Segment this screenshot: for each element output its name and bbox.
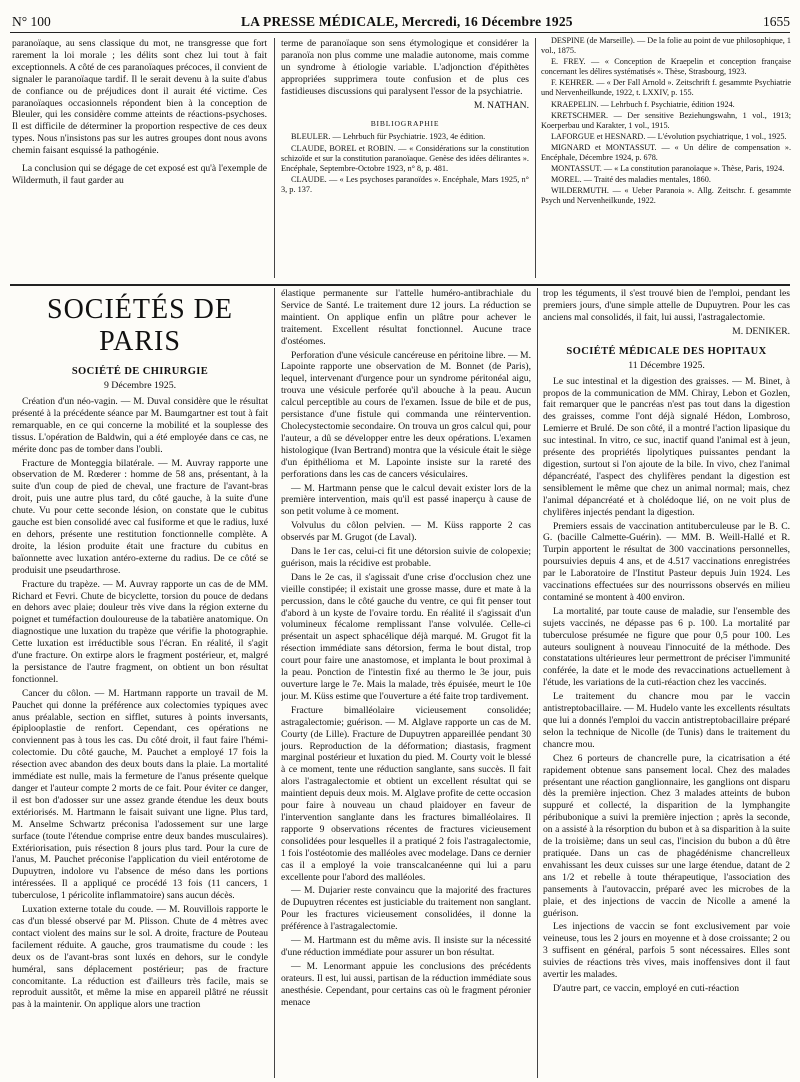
header-rule [10,32,790,33]
bibliography-entry: CLAUDE, BOREL et ROBIN. — « Considérations sur la constitution schizoïde et sur la constitution paranoïaque. Genèse des idées délirantes ». Encéphale, Septembre-Octobre 1923, n° 8, p. 481. [281,143,529,174]
paragraph: Fracture du trapèze. — M. Auvray rapporte un cas de de MM. Richard et Fevri. Chute de bicyclette, torsion du pouce de dedans en dehors avec plaie; douleur très vive dans la région externe du poignet et tuméfaction douloureuse de la tabatière anatomique. On diagnostique une luxation du trapèze que vérifie la photographie. Cette luxation est irréductible sous l'écran. En réalité, il s'agit d'une fracture. On extirpe alors le fragment postérieur, et, malgré la persistance de l'autre fragment, on obtient un bon résultat fonctionnel. [12,578,268,685]
section-rule [10,284,790,286]
column-divider [274,288,275,1078]
paragraph: — M. Hartmann est du même avis. Il insiste sur la nécessité d'une réduction immédiate pour assurer un bon résultat. [281,935,531,958]
section-title: SOCIÉTÉS DE PARIS [47,294,233,357]
paragraph: Fracture de Monteggia bilatérale. — M. Auvray rapporte une observation de M. Rœderer : homme de 58 ans, présentant, à la suite d'un coup de pied de cheval, une fracture de l'avant-bras droit, puis une autre plus tard, du côté gauche, à la suite d'une chute. Vu pour cette seconde lésion, on constate que le cubitus gauche est bien consolidé avec cal fusiforme et que le radius, luxé en dehors, présente une restitution fonctionnelle complète. A droite, la lésion produite était une fracture du cubitus en baïonnette avec luxation antéro-externe du radius. De ce côté se produisit une pseudarthrose. [12,457,268,576]
paragraph: Le traitement du chancre mou par le vaccin antistreptobacillaire. — M. Hudelo vante les excellents résultats que lui a donnés l'emploi du vaccin antistreptobacillaire préparé selon la technique de Nicolle (de Tunis) dans le traitement du chancre mou. [543,691,790,750]
paragraph: Fracture bimalléolaire vicieusement consolidée; astragalectomie; guérison. — M. Alglave rapporte un cas de M. Courty (de Lille). Fracture de Dupuytren appareillée pendant 30 jours. Reproduction de la déformation; diastasis, fragment marginal postérieur et luxation du pied. M. Courty voit le blessé à ce moment, tente une réduction sanglante, sans succès. Il fait alors l'astragalectomie et obtient un excellent résultat qui se maintient depuis deux mois. M. Alglave profite de cette occasion pour faire à nouveau un chaud plaidoyer en faveur de l'intervention sanglante dans les fractures bimalléolaires. Il rapporte 9 observations récentes de fractures vicieusement consolidées pour lesquelles il a pratiqué 2 fois l'astragalectomie, 1 fois l'ostéotomie des malléoles avec modelage. Dans ce dernier cas il a employé la voie transcalcanéenne qui lui a paru excellente pour l'abord des malléoles. [281,704,531,883]
bibliography-entry: LAFORGUE et HESNARD. — L'évolution psychiatrique, 1 vol., 1925. [551,131,787,141]
bottom-column-3 [543,288,790,1078]
column-divider [535,38,536,278]
paragraph: Premiers essais de vaccination antituberculeuse par le B. C. G. (bacille Calmette-Guérin). — MM. B. Weill-Hallé et R. Turpin apportent le résultat de 300 vaccinations personnelles, poursuivies depuis 4 ans, et de 4.517 vaccinations enregistrées par le Laboratoire de l'Institut Pasteur depuis Juin 1924. Les vaccinations effectuées sur des nourrissons observés en milieu contaminé se montent à 400 environ. [543,520,790,603]
paragraph: — M. Lenormant appuie les conclusions des précédents orateurs. Il est, lui aussi, partisan de la réduction immédiate sous anesthésie. Cependant, pour certains cas où le fragment péronier menace [281,960,531,1008]
top-column-3 [541,36,791,280]
paragraph: — M. Hartmann pense que le calcul devait exister lors de la première intervention, mais qu'il est passé inaperçu à cause de son petit volume à ce moment. [281,482,531,518]
bibliography-entry: WILDERMUTH. — « Ueber Paranoia ». Allg. Zeitschr. f. gesammte Psych und Nervenheilkunde, 1922. [541,186,791,206]
paragraph: élastique permanente sur l'attelle huméro-antibrachiale du Service de Santé. Le traitement dure 12 jours. La réduction se maintient. On applique enfin un plâtre pour achever le traitement. Excellent résultat fonctionnel. Aucune trace d'ostéomes. [281,288,531,347]
paragraph: paranoïaque, au sens classique du mot, ne transgresse que fort rarement la loi morale ; les délits sont chez lui tout à fait exceptionnels. A côté de ces paranoïaques précoces, il convient de signaler le paranoïaque tardif. Il le serait devenu à la suite d'abus de confiance ou de préjudices dont il aurait été victime. Ces paranoïaques occasionnels répondent bien à la conception de Bleuler, qui les considère comme atteints de réactions-psychoses. Il est difficile de déterminer la proportion respective de ces deux types. Nous n'insistons pas sur les autres groupes dont nous avons chemin faisant esquissé la pathogénie. [12,38,267,157]
paragraph: Les injections de vaccin se font exclusivement par voie veineuse, tous les 2 jours en moyenne et à dose croissante; 2 ou 3 suffisent en général, parfois 5 sont nécessaires. Elles sont suivies de réactions très vives, mais inoffensives dont il faut avertir les malades. [543,921,790,981]
paragraph: terme de paranoïaque son sens étymologique et considérer la paranoïa non plus comme une maladie autonome, mais comme un syndrome à étiologie variable. L'adjonction d'épithètes appropriées supprimera toute confusion et de plus ces fastidieuses discussions qui paralysent l'essor de la psychiatrie. [281,38,529,97]
bottom-column-1 [12,288,268,1078]
paragraph: Cancer du côlon. — M. Hartmann rapporte un travail de M. Pauchet qui donne la préférence aux colectomies typiques avec anus préalable, section en sifflet, sutures à points inversants, épiplooplastie de renfort. Cependant, ces opérations ne conviennent pas à tous les cas. Du côté droit, il faut faire l'hémi-colectomie. Du côté gauche, M. Pauchet a employé 17 fois la résection avec abandon des deux bouts dans la plaie. La mortalité immédiate est nulle, mais la fermeture de l'anus présente quelque danger et l'auteur compte 2 morts de ce fait. Pour éviter ce danger, il est bon d'adosser sur une assez grande étendue les deux bouts extériorisés. M. Hartmann le faisait suivant une ligne. Plus tard, M. Anselme Schwartz préconisa l'adossement sur une large surface (toute l'étendue comprise entre deux bandes musculaires). Extériorisation, puis résection 8 jours plus tard. Pour la cure de l'anus, M. Pauchet préconise l'application du vieil entérotome de Dupuytren, indolore vu l'absence de méso dans les portions intéressées. Il a appliqué ce procédé 13 fois (11 cancers, 1 tuberculose, 1 péricolite inflammatoire) sans aucun décès. [12,687,268,902]
bibliography-entry: F. KEHRER. — « Der Fall Arnold ». Zeitschrift f. gesammte Psychiatrie und Nervenheilkunde, 1922, t. LXXIV, p. 155. [541,78,791,98]
page-header [12,6,790,30]
session-date: 11 Décembre 1925. [628,359,705,371]
bibliography-entry: KRAEPELIN. — Lehrbuch f. Psychiatrie, édition 1924. [551,99,735,109]
page-number: 1655 [763,14,790,29]
paragraph: Perforation d'une vésicule cancéreuse en péritoine libre. — M. Lapointe rapporte une observation de M. Bonnet (de Paris), lequel, intervenant d'urgence pour un syndrome péritonéal aigu, trouva une vésicule perforée qu'il abouche à la peau. Aucun calcul perceptible au cours de l'examen. Issue de bile et de pus, persistance d'une fistule qui commanda une réintervention. Cholecystectomie secondaire. On trouva un gros calcul qui, pour l'auteur, a dû se développer entre les deux opérations. L'examen histologique (Ivan Bertrand) montra que la vésicule était le siège d'un épithélioma et M. Lapointe insiste sur la rareté des perforations dans les cas de cancers vésiculaires. [281,349,531,480]
paragraph: Le suc intestinal et la digestion des graisses. — M. Binet, à propos de la communication de MM. Chiray, Lebon et Gozlen, fait remarquer que le pancréas n'est pas tout dans la digestion des graisses, comme l'ont déjà signalé Hédon, Lombroso, Lemierre et Brulé. De son côté, il a montré l'action lipasique du suc intestinal. In vitro, ce suc, inactif quand l'animal est à jeun, présente des propriétés lipolytiques puissantes pendant la digestion, surtout si l'on ajoute de la bile. In vivo, chez l'animal dépancréaté, l'aspect des chylifères pendant la digestion est sensiblement le même que chez un animal normal; mais, chez l'animal dépancréaté et à cholédoque lié, on ne voit plus de chylifères injectés pendant la digestion. [543,375,790,518]
journal-title: LA PRESSE MÉDICALE, Mercredi, 16 Décembre 1925 [241,14,573,29]
bibliography-entry: KRETSCHMER. — Der sensitive Beziehungswahn, 1 vol., 1913; Koerperbau und Karakter, 1 vol., 1915. [541,110,791,130]
paragraph: D'autre part, ce vaccin, employé en cuti-réaction [553,982,740,994]
paragraph: — M. Dujarier reste convaincu que la majorité des fractures de Dupuytren récentes est justiciable du traitement non sanglant. Pour les fractures vicieusement consolidées, il donne la préférence à l'astragalectomie. [281,885,531,933]
session-date: 9 Décembre 1925. [103,380,177,391]
bibliography-entry: E. FREY. — « Conception de Kraepelin et conception française concernant les délires systématisés ». Thèse, Strasbourg, 1923. [541,57,791,77]
paragraph: La conclusion qui se dégage de cet exposé est qu'à l'exemple de Wildermuth, il faut garder au [12,163,267,186]
bibliography-entry: DESPINE (de Marseille). — De la folie au point de vue philosophique, 1 vol., 1875. [541,36,791,56]
bibliography-entry: MONTASSUT. — « La constitution paranoïaque ». Thèse, Paris, 1924. [551,164,785,174]
top-column-1 [12,38,267,278]
bibliography-entry: CLAUDE. — « Les psychoses paranoïdes ». Encéphale, Mars 1925, n° 3, p. 137. [281,175,529,195]
paragraph: Création d'un néo-vagin. — M. Duval considère que le résultat présenté à la précédente séance par M. Baumgartner est tout à fait remarquable, en ce qui concerne la mobilité et la souplesse des tissus. L'opération de Baldwin, qui a été employée dans ce cas, ne mérite donc pas de tomber dans l'oubli. [12,396,268,455]
society-heading: SOCIÉTÉ DE CHIRURGIE [71,366,209,377]
paragraph: Volvulus du côlon pelvien. — M. Küss rapporte 2 cas observés par M. Grugot (de Laval). [281,520,531,544]
issue-number: N° 100 [12,14,51,29]
paragraph: Dans le 1er cas, celui-ci fit une détorsion suivie de colopexie; guérison, mais la récidive est probable. [281,546,531,569]
bibliography-entry: MIGNARD et MONTASSUT. — « Un délire de compensation ». Encéphale, Décembre 1924, p. 678. [541,142,791,163]
author-signature: M. DENIKER. [732,325,790,337]
top-column-2 [281,38,529,278]
column-divider [537,288,538,1078]
bottom-column-2 [281,288,531,1078]
bibliography-entry: BLEULER. — Lehrbuch für Psychiatrie. 1923, 4e édition. [291,132,486,142]
paragraph: Dans le 2e cas, il s'agissait d'une crise d'occlusion chez une vieille constipée; il existait une grosse masse, dure et mate à la percussion, dans le côté gauche du ventre, ce qui fit penser tout d'abord à un kyste de l'ovaire tordu. En réalité il s'agissait d'un volumineux fécalome remplissant l'anse volvulée. Celle-ci présentait un aspect sphacélique déjà marqué. M. Grugot fit la résection immédiate sans détorsion, ferma le bout distal, trop court pour faire une anastomose, et implanta le bout proximal à la peau. Ponction de l'intestin fixé au thermo le 3e jour, puis ouverture large le 7e. Mais la malade, très épuisée, meurt le 10e jour. M. Küss estime que l'ouverture a été faite trop tardivement. [281,571,531,702]
author-signature: M. NATHAN. [473,99,529,111]
column-divider [274,38,275,278]
paragraph: La mortalité, par toute cause de maladie, sur l'ensemble des sujets vaccinés, ne dépasse pas 6 p. 100. La mortalité par tuberculose présumée ne figure que pour 0,5 pour 100. Les auteurs soulignent à nouveau l'innocuité de la méthode. Des constatations ultérieures leur permettront de préciser l'immunité conférée, la date et le mode des revaccinations actuellement à l'étude, les variations de la cuti-réaction chez les vaccinés. [543,605,790,689]
paragraph: Luxation externe totale du coude. — M. Rouvillois rapporte le cas d'un blessé observé par M. Plisson. Chute de 4 mètres avec contact violent des mains sur le sol. A droite, fracture de Pouteau facilement réduite. A gauche, gros traumatisme du coude : les deux os de l'avant-bras sont luxés en dehors, sur le condyle huméral, sans déplacement postérieur; pas de fracture concomitante. La réduction est d'ailleurs très facile, mais se reproduit aussitôt, et même la mise en appareil plâtré ne réussit pas à la maintenir. On applique alors une traction [12,904,268,1011]
paragraph: Chez 6 porteurs de chancrelle pure, la cicatrisation a été rapidement obtenue sans pansement local. Chez des malades présentant une réaction ganglionnaire, les ganglions ont disparu dès la première injection. Chez 3 malades atteints de bubon suppuré et collecté, la disparition de la lymphangite péribubonique a suivi la première injection ; après la seconde, on a assisté à la résorption du bubon et à sa disparition à la suite de la troisième; dans un seul cas, l'incision du bubon a dû être pratiquée. Dans un cas de phagédénisme chancrelleux envahissant les deux cuisses sur une large étendue, datant de 2 ans 1/2 et rebelle à toute thérapeutique, l'association des pansements à l'autovaccin, préparé avec les microbes de la plaie, et des injections de vaccin de Nicolle a amené la guérison. [543,752,790,919]
bibliography-entry: MOREL. — Traité des maladies mentales, 1860. [551,175,711,185]
society-heading: SOCIÉTÉ MÉDICALE DES HOPITAUX [566,345,767,357]
bibliography-heading: BIBLIOGRAPHIE [370,119,440,129]
paragraph: trop les téguments, il s'est trouvé bien de l'emploi, pendant les premiers jours, d'une simple attelle de Dupuytren. Pour les cas anciens mal consolidés, il fait, lui aussi, l'astragalectomie. [543,288,790,323]
